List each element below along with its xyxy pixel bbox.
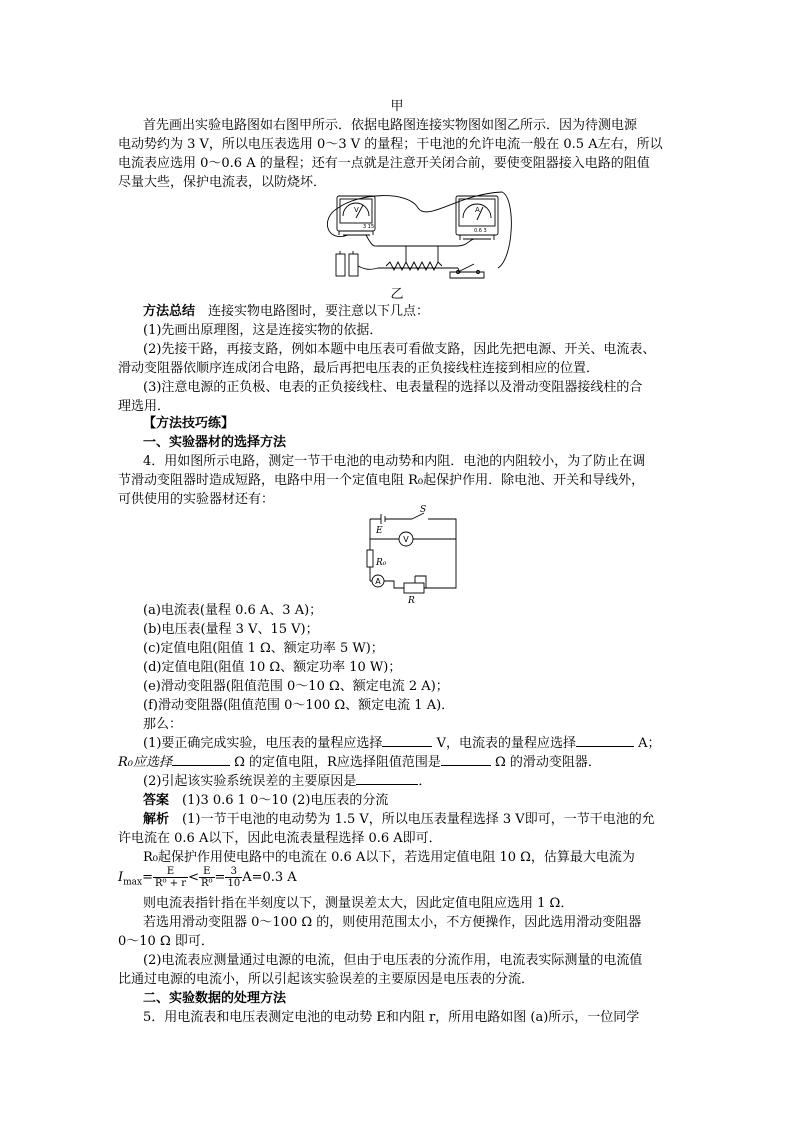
para1-line3: 电流表应选用 0～0.6 A 的量程；还有一点就是注意开关闭合前，要使变阻器接入电路的阻值 — [118, 156, 650, 171]
para1-line1: 首先画出实验电路图如右图甲所示．依据电路图连接实物图如图乙所示．因为待测电源 — [143, 118, 638, 133]
formula-tail: A=0.3 A — [242, 870, 297, 885]
frac2-den: R⁰ — [201, 878, 213, 889]
sub1-text-d: R₀应选择 — [118, 755, 172, 770]
resistor-r0-icon — [367, 550, 373, 567]
option-a: (a)电流表(量程 0.6 A、3 A)； — [143, 603, 323, 618]
option-f: (f)滑动变阻器(阻值范围 0～100 Ω、额定电流 1 A)． — [143, 698, 455, 713]
formula-line: $I_{max}=$ $\frac{E}{\text{R⁰ + r}}$ < $\frac{E}{\text{R⁰}}$ = $\frac{3}{10}$ A=0.3 A — [118, 866, 297, 889]
emf-label: E — [376, 526, 383, 536]
analysis-label: 解析 — [143, 812, 170, 827]
formula-fraction-3 — [225, 866, 242, 889]
answer-label: 答案 — [143, 793, 170, 808]
method-summary-line — [143, 302, 705, 321]
para1-line4: 尽量大些，保护电流表，以防烧坏． — [118, 175, 327, 190]
method-point-1: (1)先画出原理图，这是连接实物的依据． — [143, 323, 383, 338]
formula-lhs: I — [118, 870, 124, 885]
sub2-text-a: (2)引起该实验系统误差的主要原因是 — [143, 774, 357, 789]
method-summary-title: 方法总结 — [143, 304, 196, 319]
analysis2-line5: 比通过电源的电流小，所以引起该实验误差的主要原因是电压表的分流． — [118, 972, 535, 987]
option-b: (b)电压表(量程 3 V、15 V)； — [143, 622, 319, 637]
voltmeter-scale-label: 3 15 — [363, 224, 375, 230]
blank-r-range[interactable] — [441, 754, 491, 766]
ammeter-scale-label: 0.6 3 — [474, 228, 487, 234]
analysis2-line4: (2)电流表应测量通过电源的电流，但由于电压表的分流作用，电流表实际测量的电流值 — [143, 953, 643, 968]
sub1-text-e: Ω 的定值电阻，R应选择阻值范围是 — [234, 755, 441, 770]
analysis2-line1: 则电流表指针指在半刻度以下，测量误差太大，因此定值电阻应选用 1 Ω． — [143, 896, 574, 911]
sub1-text-f: Ω 的滑动变阻器． — [494, 755, 601, 770]
q4-line3: 可供使用的实验器材还有： — [118, 492, 275, 507]
sub1-text-c: A； — [638, 736, 661, 751]
rheostat-icon — [378, 246, 458, 270]
blank-ammeter-range[interactable] — [576, 735, 634, 747]
figure-jia-label: 甲 — [390, 99, 404, 114]
subquestion-1-line2 — [118, 753, 680, 772]
blank-r0-value[interactable] — [172, 754, 230, 766]
switch-label: S — [420, 505, 427, 515]
method-summary-intro: 连接实物电路图时，要注意以下几点： — [208, 304, 430, 319]
method-point-2b: 滑动变阻器依顺序连成闭合电路，最后再把电压表的正负接线柱连接到相应的位置． — [118, 361, 600, 376]
option-e: (e)滑动变阻器(阻值范围 0～10 Ω、额定电流 2 A)； — [143, 679, 449, 694]
para1-line2: 电动势约为 3 V，所以电压表选用 0～3 V 的量程；干电池的允许电流一般在 0.5 A左右，所以 — [118, 137, 663, 152]
method-point-3a: (3)注意电源的正负极、电表的正负接线柱、电表量程的选择以及滑动变阻器接线柱的合 — [143, 380, 643, 395]
sub2-text-b: ． — [418, 774, 432, 789]
voltmeter-label: V — [354, 206, 359, 214]
analysis2-line2: 若选用滑动变阻器 0～100 Ω 的，则使用范围太小，不方便操作，因此选用滑动变阻器 — [143, 915, 642, 930]
method-point-3b: 理选用． — [118, 399, 171, 414]
analysis-line2: 许电流在 0.6 A以下，因此电流表量程选择 0.6 A即可． — [118, 831, 442, 846]
formula-sub: max — [123, 877, 143, 888]
analysis-text-1: (1)一节干电池的电动势为 1.5 V，所以电压表量程选择 3 V即可，一节干电池的允 — [182, 812, 655, 827]
frac1-num: E — [153, 866, 188, 878]
q4-line2: 节滑动变阻器时造成短路，电路中用一个定值电阻 R₀起保护作用．除电池、开关和导线外， — [118, 473, 645, 488]
frac3-num: 3 — [225, 866, 242, 878]
analysis2-line3: 0～10 Ω 即可． — [118, 934, 214, 949]
q5-line1: 5．用电流表和电压表测定电池的电动势 E和内阻 r，所用电路如图 (a)所示，一位同学 — [143, 1010, 640, 1025]
method-point-2a: (2)先接干路，再接支路，例如本题中电压表可看做支路，因此先把电源、开关、电流表、 — [143, 342, 656, 357]
circuit-diagram-q4 — [358, 505, 468, 606]
subquestion-2-line — [143, 772, 705, 791]
then-label: 那么： — [143, 717, 183, 732]
ammeter-a-label: A — [375, 577, 381, 586]
r0-label: R₀ — [376, 558, 387, 568]
frac2-num: E — [199, 866, 215, 878]
q4-line1: 4．用如图所示电路，测定一节干电池的电动势和内阻．电池的内阻较小，为了防止在调 — [143, 454, 646, 469]
blank-voltmeter-range[interactable] — [382, 735, 432, 747]
option-c: (c)定值电阻(阻值 1 Ω、额定功率 5 W)； — [143, 641, 384, 656]
answer-text: (1)3 0.6 1 0～10 (2)电压表的分流 — [182, 793, 389, 808]
answer-line — [143, 791, 705, 810]
wiring-figure-yi — [318, 188, 518, 292]
switch-icon — [450, 264, 484, 278]
figure-yi-label: 乙 — [390, 287, 404, 302]
section-2-heading: 二、实验数据的处理方法 — [143, 991, 287, 1006]
voltmeter-v-label: V — [403, 535, 409, 544]
sub1-text-b: V，电流表的量程应选择 — [436, 736, 576, 751]
formula-fraction-2 — [199, 866, 215, 889]
analysis-line3: R₀起保护作用使电路中的电流在 0.6 A以下，若选用定值电阻 10 Ω，估算最大电流为 — [143, 850, 635, 865]
practice-header: 【方法技巧练】 — [143, 416, 235, 431]
sub1-text-a: (1)要正确完成实验，电压表的量程应选择 — [143, 736, 383, 751]
analysis-line1 — [143, 810, 705, 829]
frac1-den: R⁰ + r — [155, 878, 187, 889]
ammeter-label: A — [475, 206, 480, 214]
section-1-heading: 一、实验器材的选择方法 — [143, 435, 287, 450]
formula-fraction-1 — [153, 866, 188, 889]
r-label: R — [408, 596, 415, 606]
frac3-den: 10 — [227, 878, 241, 889]
rheostat-r-icon — [404, 583, 424, 593]
option-d: (d)定值电阻(阻值 10 Ω、额定功率 10 W)； — [143, 660, 402, 675]
subquestion-1-line1 — [143, 734, 705, 753]
battery-icon — [336, 251, 358, 276]
blank-error-cause[interactable] — [356, 773, 418, 785]
